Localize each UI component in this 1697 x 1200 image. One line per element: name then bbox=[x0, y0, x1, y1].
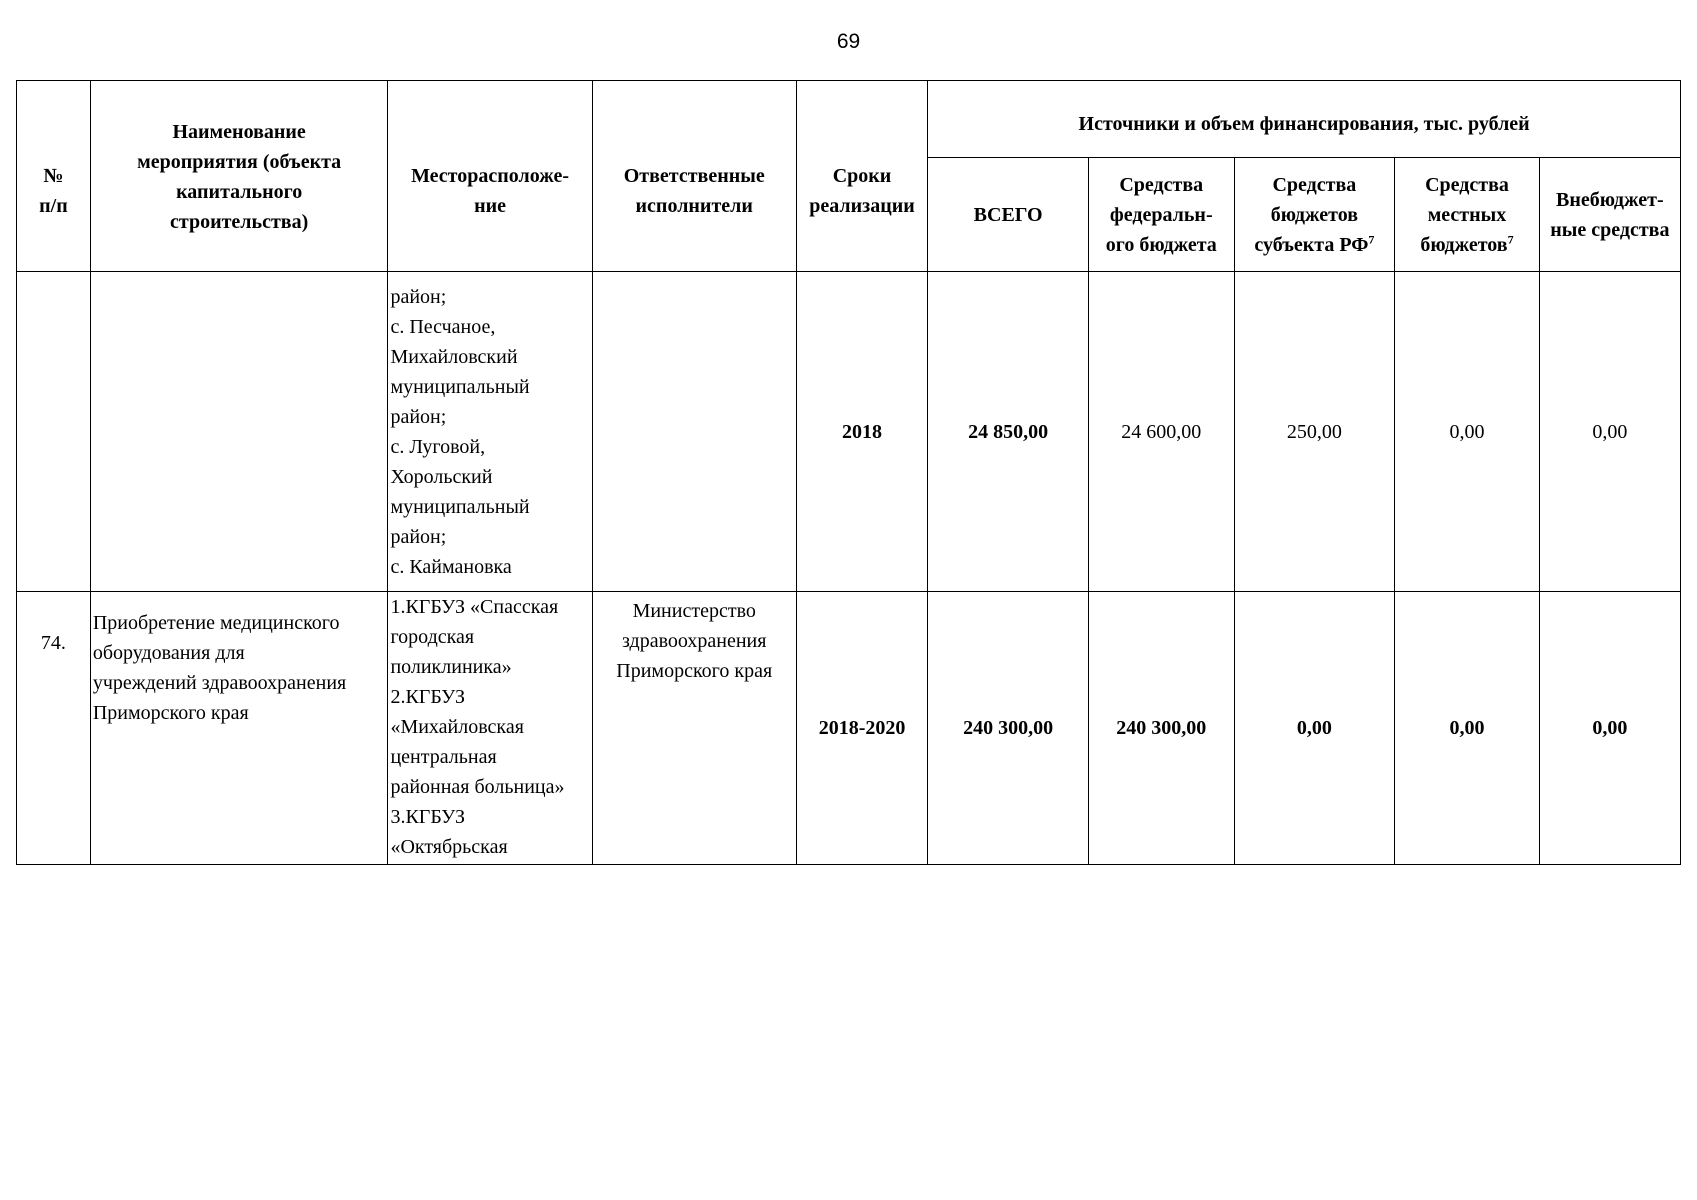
cell-subject: 0,00 bbox=[1234, 592, 1395, 865]
header-name: Наименование мероприятия (объекта капитального строительства) bbox=[90, 81, 388, 272]
table-header-row bbox=[17, 81, 1681, 158]
header-subject-label: Средства бюджетов субъекта РФ bbox=[1254, 173, 1369, 256]
cell-num bbox=[17, 272, 91, 592]
cell-total: 24 850,00 bbox=[928, 272, 1089, 592]
cell-local: 0,00 bbox=[1395, 592, 1539, 865]
cell-total: 240 300,00 bbox=[928, 592, 1089, 865]
header-location: Месторасположе- ние bbox=[388, 81, 592, 272]
table-row bbox=[17, 272, 1681, 592]
header-total: ВСЕГО bbox=[928, 158, 1089, 272]
cell-federal: 240 300,00 bbox=[1088, 592, 1234, 865]
header-local bbox=[1395, 158, 1539, 272]
cell-responsible: Министерство здравоохранения Приморского края bbox=[592, 592, 796, 865]
cell-num: 74. bbox=[17, 592, 91, 865]
header-responsible: Ответственные исполнители bbox=[592, 81, 796, 272]
header-subject-footnote: 7 bbox=[1368, 231, 1375, 246]
cell-location: район; с. Песчаное, Михайловский муниципальный район; с. Луговой, Хорольский муниципальный район; с. Каймановка bbox=[388, 272, 592, 592]
page-number: 69 bbox=[836, 30, 861, 53]
header-federal: Средства федеральн- ого бюджета bbox=[1088, 158, 1234, 272]
cell-federal: 24 600,00 bbox=[1088, 272, 1234, 592]
header-local-label: Средства местных бюджетов bbox=[1420, 173, 1509, 256]
cell-extra: 0,00 bbox=[1539, 592, 1680, 865]
table-row bbox=[17, 592, 1681, 865]
cell-name: Приобретение медицинского оборудования для учреждений здравоохранения Приморского края bbox=[90, 592, 388, 865]
cell-terms: 2018-2020 bbox=[796, 592, 927, 865]
financing-table bbox=[16, 80, 1681, 865]
cell-name bbox=[90, 272, 388, 592]
cell-extra: 0,00 bbox=[1539, 272, 1680, 592]
header-extra: Внебюджет- ные средства bbox=[1539, 158, 1680, 272]
cell-responsible bbox=[592, 272, 796, 592]
cell-subject: 250,00 bbox=[1234, 272, 1395, 592]
header-num: № п/п bbox=[17, 81, 91, 272]
cell-terms: 2018 bbox=[796, 272, 927, 592]
header-local-footnote: 7 bbox=[1507, 231, 1514, 246]
header-subject bbox=[1234, 158, 1395, 272]
cell-local: 0,00 bbox=[1395, 272, 1539, 592]
header-terms: Сроки реализации bbox=[796, 81, 927, 272]
cell-location: 1.КГБУЗ «Спасская городская поликлиника» 2.КГБУЗ «Михайловская центральная районная больница» 3.КГБУЗ «Октябрьская bbox=[388, 592, 592, 865]
header-sources: Источники и объем финансирования, тыс. рублей bbox=[928, 81, 1681, 158]
